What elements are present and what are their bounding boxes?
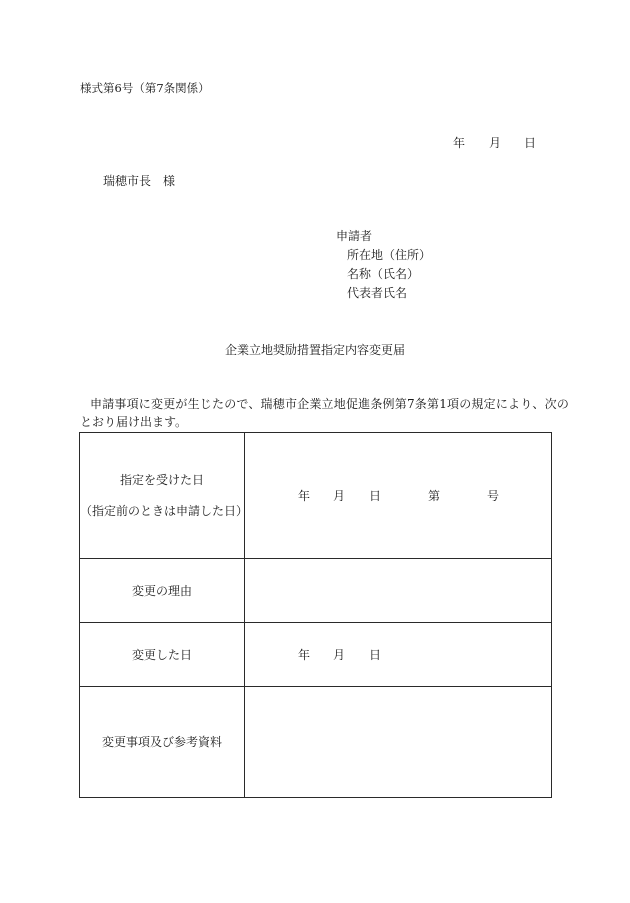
table-row-change-details bbox=[80, 687, 551, 797]
change-year-label: 年 bbox=[298, 647, 311, 662]
applicant-address-label: 所在地（住所） bbox=[347, 248, 432, 262]
change-date-label-cell bbox=[80, 623, 245, 686]
change-reason-label: 変更の理由 bbox=[131, 583, 192, 598]
form-number: 様式第6号（第7条関係） bbox=[80, 81, 210, 95]
designation-year-label: 年 bbox=[298, 488, 311, 503]
designation-date-value-cell bbox=[245, 433, 551, 558]
document-title: 企業立地奨励措置指定内容変更届 bbox=[224, 343, 405, 357]
table-row-designation-date bbox=[80, 433, 551, 559]
designation-date-label: 指定を受けた日 bbox=[119, 473, 204, 487]
applicant-name-label: 名称（氏名） bbox=[347, 267, 420, 281]
change-month-label: 月 bbox=[333, 647, 346, 662]
change-details-label-cell bbox=[80, 687, 245, 797]
designation-date-sublabel: （指定前のときは申請した日） bbox=[80, 504, 249, 518]
table-row-change-reason bbox=[80, 559, 551, 623]
change-date-label: 変更した日 bbox=[131, 647, 192, 662]
change-reason-label-cell bbox=[80, 559, 245, 622]
change-day-label: 日 bbox=[369, 647, 382, 662]
designation-number-prefix: 第 bbox=[428, 488, 441, 503]
change-reason-value-cell bbox=[245, 559, 551, 622]
date-year-label: 年 bbox=[453, 136, 466, 150]
applicant-heading: 申請者 bbox=[336, 229, 373, 243]
designation-number-suffix: 号 bbox=[487, 488, 500, 503]
date-day-label: 日 bbox=[524, 136, 537, 150]
change-details-value-cell bbox=[245, 687, 551, 797]
statement-line-2: とおり届け出ます。 bbox=[80, 415, 188, 429]
designation-date-label-cell bbox=[80, 433, 249, 558]
designation-day-label: 日 bbox=[369, 488, 382, 503]
addressee: 瑞穂市長 様 bbox=[103, 174, 176, 188]
designation-month-label: 月 bbox=[333, 488, 346, 503]
table-row-change-date bbox=[80, 623, 551, 687]
change-date-value-cell bbox=[245, 623, 551, 686]
statement-line-1: 申請事項に変更が生じたので、瑞穂市企業立地促進条例第7条第1項の規定により、次の bbox=[90, 397, 570, 411]
applicant-representative-label: 代表者氏名 bbox=[347, 286, 408, 300]
form-table bbox=[79, 432, 552, 798]
date-month-label: 月 bbox=[489, 136, 502, 150]
change-details-label: 変更事項及び参考資料 bbox=[101, 735, 222, 749]
